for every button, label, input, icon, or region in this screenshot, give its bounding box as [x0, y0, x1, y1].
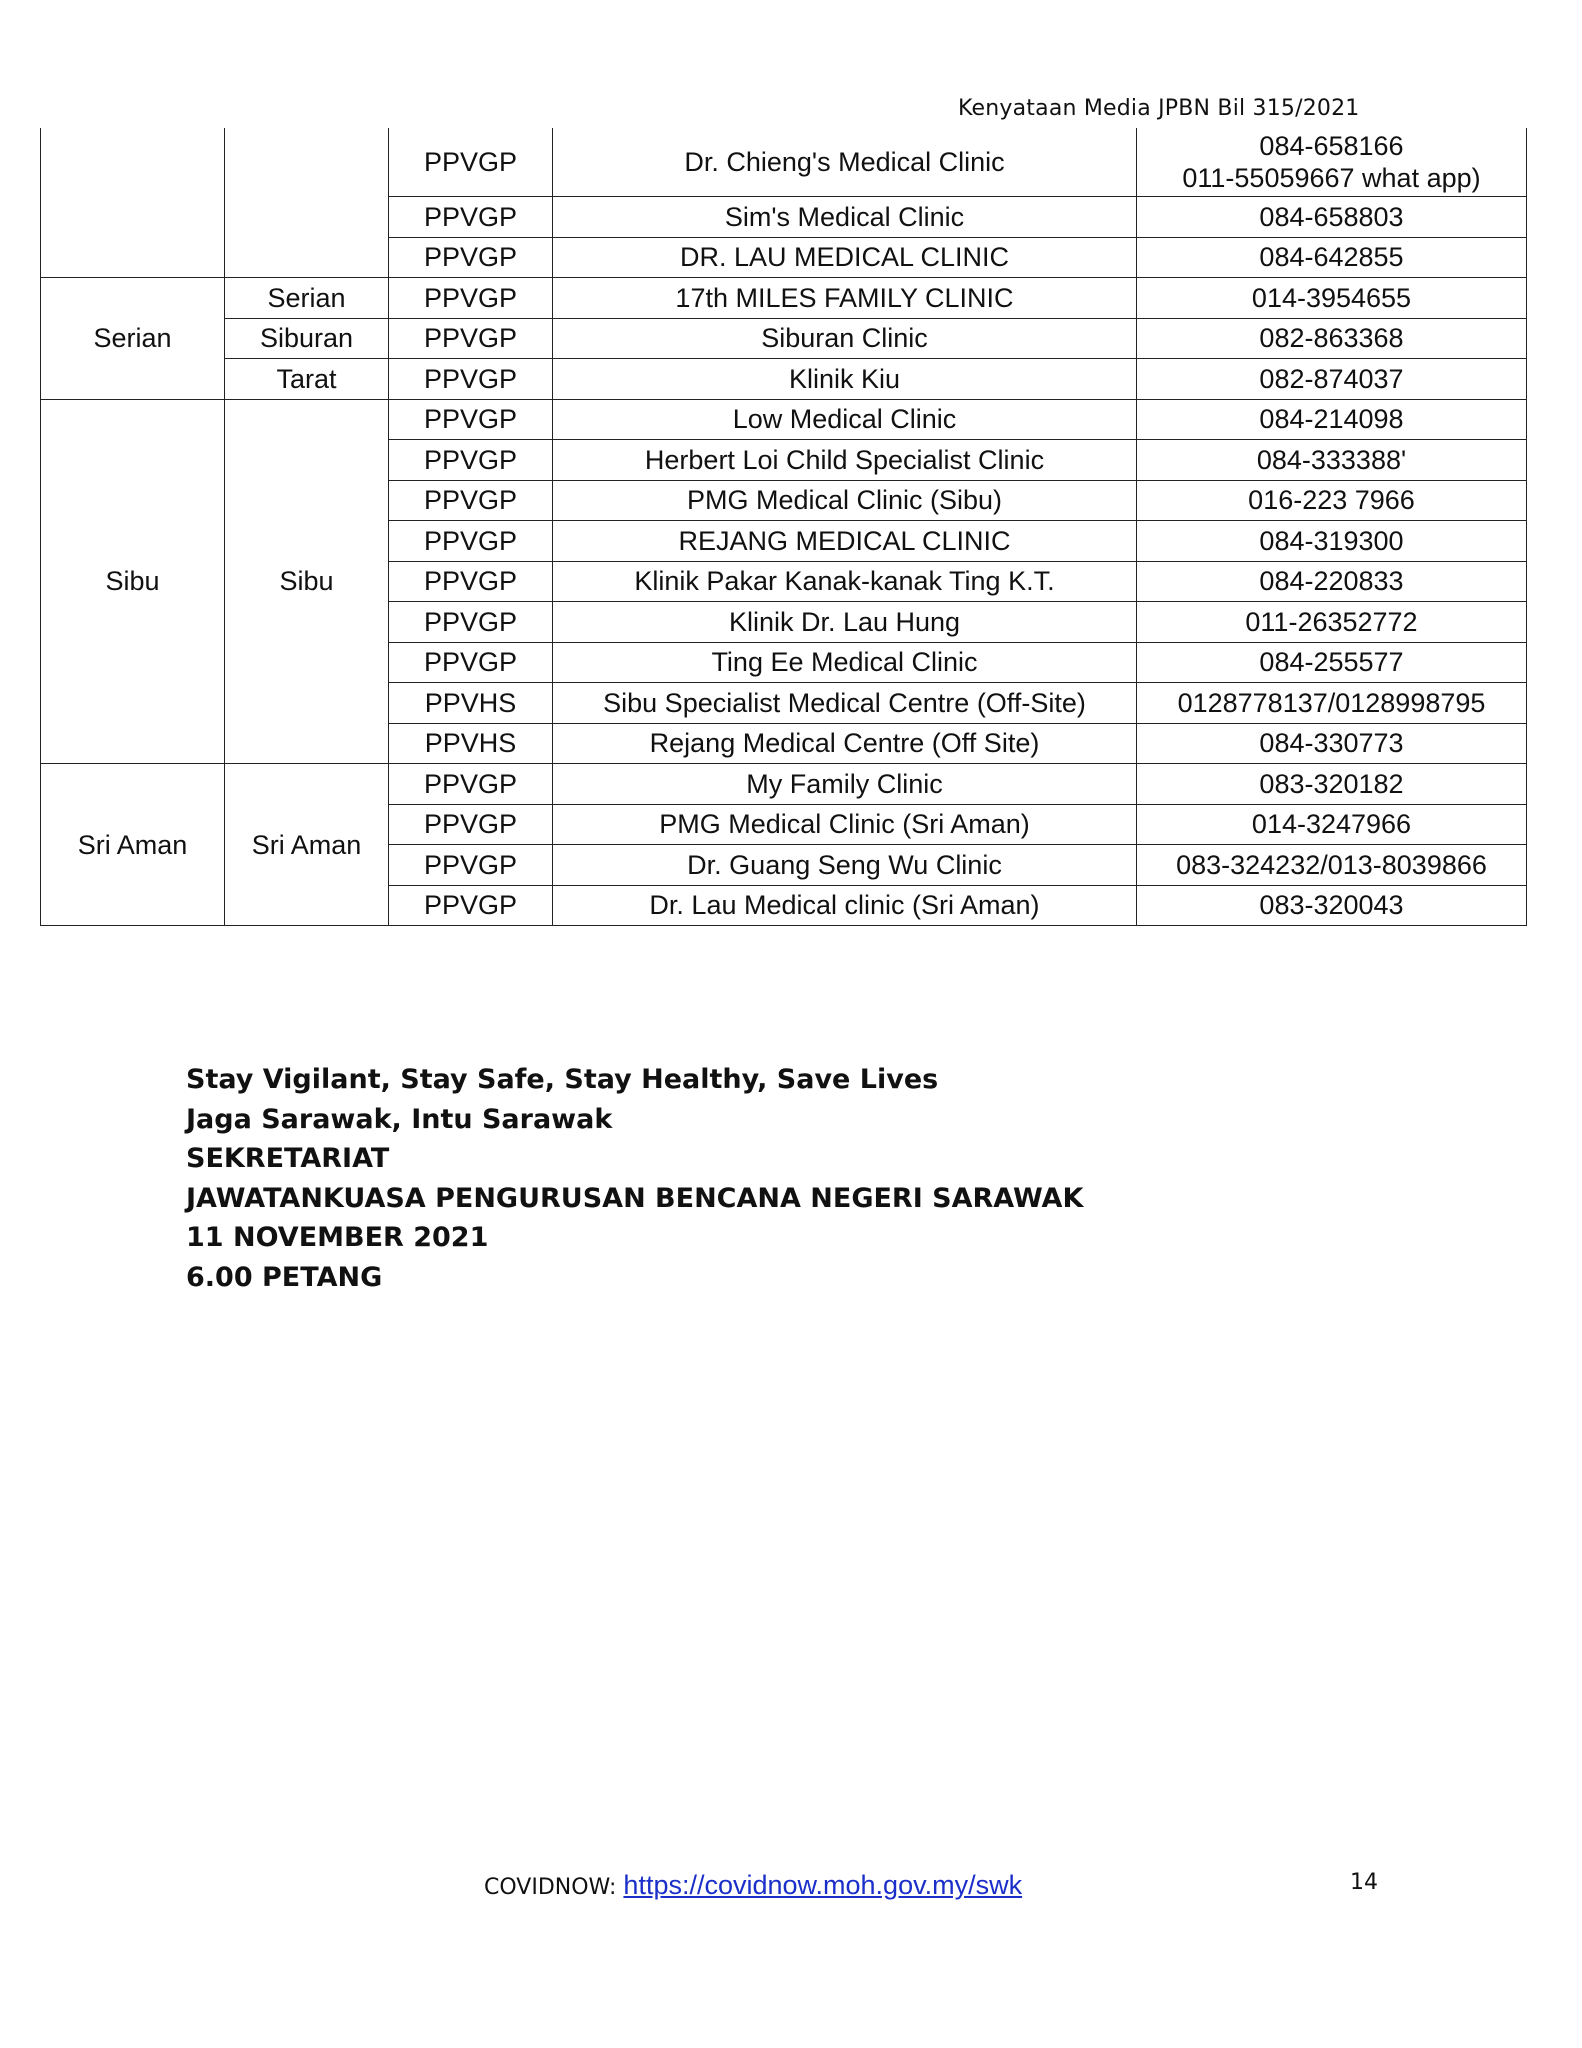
division-cell: Sibu [41, 399, 225, 764]
clinic-name-cell: Dr. Lau Medical clinic (Sri Aman) [553, 885, 1137, 926]
clinic-name-cell: Herbert Loi Child Specialist Clinic [553, 440, 1137, 481]
clinic-name-cell: Sibu Specialist Medical Centre (Off-Site) [553, 683, 1137, 724]
centre-type-cell: PPVGP [389, 602, 553, 643]
phone-cell: 084-255577 [1137, 642, 1527, 683]
district-cell [225, 128, 389, 278]
table-row [41, 128, 1527, 197]
clinic-name-cell: My Family Clinic [553, 764, 1137, 805]
clinic-name-cell: Klinik Kiu [553, 359, 1137, 400]
centre-type-cell: PPVGP [389, 359, 553, 400]
centre-type-cell: PPVGP [389, 521, 553, 562]
phone-cell: 084-214098 [1137, 399, 1527, 440]
footer-label: COVIDNOW: [484, 1875, 624, 1900]
phone-cell: 014-3247966 [1137, 804, 1527, 845]
centre-type-cell: PPVGP [389, 885, 553, 926]
centre-type-cell: PPVGP [389, 642, 553, 683]
covidnow-link[interactable]: https://covidnow.moh.gov.my/swk [623, 1870, 1023, 1900]
centre-type-cell: PPVGP [389, 804, 553, 845]
clinic-name-cell: DR. LAU MEDICAL CLINIC [553, 237, 1137, 278]
centre-type-cell: PPVGP [389, 480, 553, 521]
phone-cell: 084-333388' [1137, 440, 1527, 481]
centre-type-cell: PPVGP [389, 440, 553, 481]
table-row [41, 764, 1527, 805]
phone-cell: 083-320043 [1137, 885, 1527, 926]
table-row [41, 359, 1527, 400]
clinic-name-cell: Klinik Pakar Kanak-kanak Ting K.T. [553, 561, 1137, 602]
district-cell: Tarat [225, 359, 389, 400]
centre-type-cell: PPVGP [389, 318, 553, 359]
phone-cell: 084-319300 [1137, 521, 1527, 562]
district-cell: Sri Aman [225, 764, 389, 926]
clinic-name-cell: PMG Medical Clinic (Sibu) [553, 480, 1137, 521]
clinic-name-cell: Rejang Medical Centre (Off Site) [553, 723, 1137, 764]
table-row [41, 278, 1527, 319]
clinic-name-cell: Ting Ee Medical Clinic [553, 642, 1137, 683]
clinic-name-cell: Dr. Guang Seng Wu Clinic [553, 845, 1137, 886]
clinic-name-cell: Low Medical Clinic [553, 399, 1137, 440]
table-row [41, 399, 1527, 440]
page-footer [484, 1870, 1022, 1901]
phone-cell [1137, 128, 1527, 197]
phone-number: 084-658166 [1259, 131, 1404, 161]
clinic-name-cell: Siburan Clinic [553, 318, 1137, 359]
phone-cell: 011-26352772 [1137, 602, 1527, 643]
clinic-name-cell: Klinik Dr. Lau Hung [553, 602, 1137, 643]
centre-type-cell: PPVGP [389, 561, 553, 602]
division-cell: Serian [41, 278, 225, 400]
centre-type-cell: PPVGP [389, 237, 553, 278]
table-row [41, 318, 1527, 359]
centre-type-cell: PPVGP [389, 764, 553, 805]
page-number: 14 [1350, 1870, 1378, 1895]
phone-cell: 016-223 7966 [1137, 480, 1527, 521]
clinic-name-cell: Dr. Chieng's Medical Clinic [553, 128, 1137, 197]
division-cell [41, 128, 225, 278]
slogan-line: Stay Vigilant, Stay Safe, Stay Healthy, Save Lives [186, 1064, 939, 1095]
slogan-line-local: Jaga Sarawak, Intu Sarawak [186, 1103, 613, 1135]
centre-type-cell: PPVGP [389, 128, 553, 197]
closing-statement [186, 1060, 1083, 1297]
clinic-name-cell: REJANG MEDICAL CLINIC [553, 521, 1137, 562]
vaccination-centre-table [40, 128, 1527, 926]
phone-cell: 0128778137/0128998795 [1137, 683, 1527, 724]
statement-time: 6.00 PETANG [186, 1261, 383, 1293]
district-cell: Siburan [225, 318, 389, 359]
centre-type-cell: PPVHS [389, 723, 553, 764]
centre-type-cell: PPVHS [389, 683, 553, 724]
phone-number-secondary: 011-55059667 what app) [1182, 163, 1481, 193]
phone-cell: 082-874037 [1137, 359, 1527, 400]
phone-cell: 084-220833 [1137, 561, 1527, 602]
statement-date: 11 NOVEMBER 2021 [186, 1222, 489, 1253]
centre-type-cell: PPVGP [389, 278, 553, 319]
media-statement-reference: Kenyataan Media JPBN Bil 315/2021 [958, 96, 1360, 121]
district-cell: Sibu [225, 399, 389, 764]
centre-type-cell: PPVGP [389, 845, 553, 886]
phone-cell: 014-3954655 [1137, 278, 1527, 319]
phone-cell: 083-324232/013-8039866 [1137, 845, 1527, 886]
centre-type-cell: PPVGP [389, 399, 553, 440]
secretariat-label: SEKRETARIAT [186, 1143, 390, 1174]
phone-cell: 082-863368 [1137, 318, 1527, 359]
phone-cell: 083-320182 [1137, 764, 1527, 805]
committee-name: JAWATANKUASA PENGURUSAN BENCANA NEGERI SARAWAK [186, 1182, 1084, 1214]
district-cell: Serian [225, 278, 389, 319]
clinic-name-cell: 17th MILES FAMILY CLINIC [553, 278, 1137, 319]
phone-cell: 084-330773 [1137, 723, 1527, 764]
phone-cell: 084-642855 [1137, 237, 1527, 278]
clinic-name-cell: PMG Medical Clinic (Sri Aman) [553, 804, 1137, 845]
clinic-name-cell: Sim's Medical Clinic [553, 197, 1137, 238]
phone-cell: 084-658803 [1137, 197, 1527, 238]
division-cell: Sri Aman [41, 764, 225, 926]
centre-type-cell: PPVGP [389, 197, 553, 238]
